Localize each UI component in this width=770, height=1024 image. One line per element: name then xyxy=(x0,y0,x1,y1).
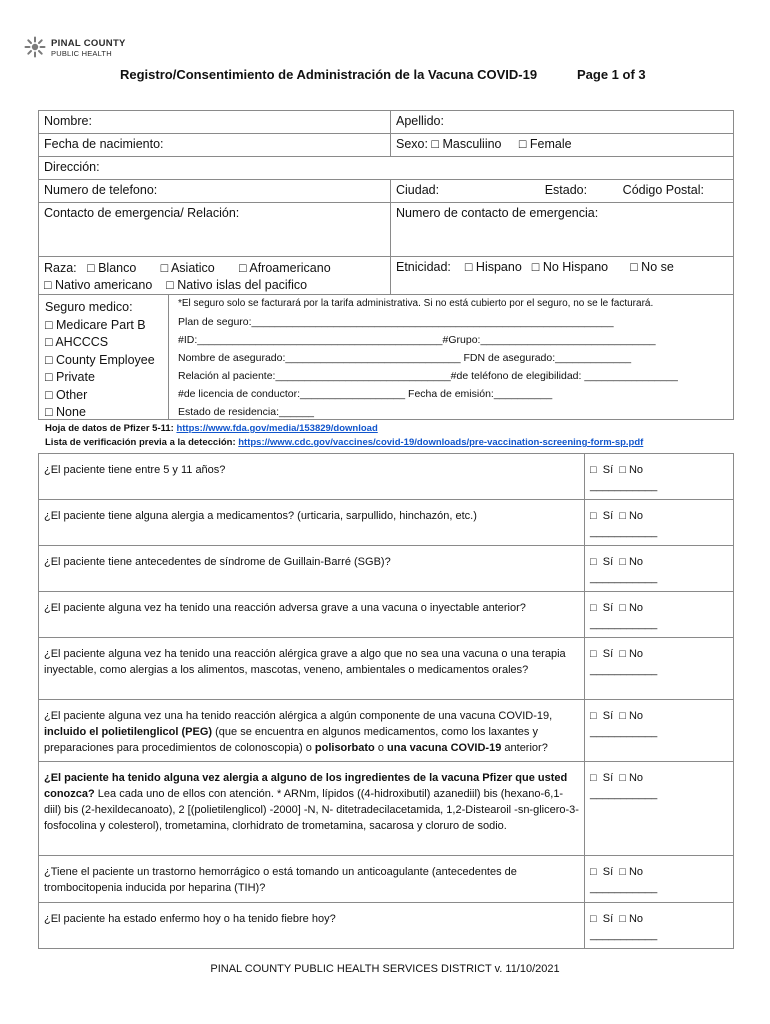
fecha-nacimiento-field[interactable] xyxy=(39,134,391,157)
si-no-checkbox[interactable]: □ Sí □ No xyxy=(590,648,644,660)
question-text: ¿El paciente tiene entre 5 y 11 años? xyxy=(39,454,585,500)
insurance-option-other[interactable]: □ Other xyxy=(45,387,88,402)
codigo-postal-label: Código Postal: xyxy=(622,183,704,197)
raza-field[interactable] xyxy=(39,257,391,295)
contacto-emergencia-field[interactable] xyxy=(39,203,391,257)
ciudad-estado-cp-field[interactable] xyxy=(391,180,734,203)
answer-cell[interactable] xyxy=(585,903,734,949)
si-no-checkbox[interactable]: □ Sí □ No xyxy=(590,464,644,476)
answer-blank: ___________ xyxy=(590,726,658,738)
fecha-nacimiento-label: Fecha de nacimiento: xyxy=(44,137,164,151)
answer-cell[interactable] xyxy=(585,762,734,856)
page-footer: PINAL COUNTY PUBLIC HEALTH SERVICES DISTRICT v. 11/10/2021 xyxy=(210,963,560,975)
answer-blank: ___________ xyxy=(590,882,658,894)
direccion-field[interactable] xyxy=(39,157,734,180)
answer-blank: ___________ xyxy=(590,618,658,630)
question-text: ¿El paciente alguna vez ha tenido una reacción alérgica grave a algo que no sea una vacuna o una terapia inyectable, como alergias a los alimentos, mascotas, veneno, ambientales o medicamentos orales? xyxy=(39,638,585,700)
telefono-field[interactable] xyxy=(39,180,391,203)
sun-icon xyxy=(24,36,46,58)
logo-text-line2: PUBLIC HEALTH xyxy=(51,49,112,58)
plan-seguro-field[interactable]: Plan de seguro:______________________________________________________________ xyxy=(178,316,614,328)
apellido-field[interactable] xyxy=(391,111,734,134)
si-no-checkbox[interactable]: □ Sí □ No xyxy=(590,710,644,722)
answer-cell[interactable] xyxy=(585,700,734,762)
answer-blank: ___________ xyxy=(590,526,658,538)
estado-label: Estado: xyxy=(544,183,588,197)
checklist-link[interactable]: https://www.cdc.gov/vaccines/covid-19/downloads/pre-vaccination-screening-form-sp.pdf xyxy=(238,437,644,448)
apellido-label: Apellido: xyxy=(396,114,444,128)
insurance-section xyxy=(39,295,734,420)
insurance-option-none[interactable]: □ None xyxy=(45,405,86,419)
pfizer-label: Hoja de datos de Pfizer 5-11: xyxy=(45,423,177,434)
question-part: Lea cada uno de ellos con atención. * ARNm, lípidos ((4-hidroxibutil) azanediil) bis (hexano-6,1-diil) bis (2-hexildecanoato), 2 [(polietilenglicol) -2000] -N, N- ditetradecilacetamida, 1,2-Distearoil -sn-glicero-3-fosfocolina y colesterol), trometamina, clorhidrato de trometamina, sacarosa y cloruro de sodio. xyxy=(44,788,579,832)
id-grupo-field[interactable]: #ID:__________________________________________#Grupo:______________________________ xyxy=(178,334,656,346)
etnicidad-hispano-checkbox[interactable]: □ Hispano xyxy=(464,260,522,274)
si-no-checkbox[interactable]: □ Sí □ No xyxy=(590,510,644,522)
answer-cell[interactable] xyxy=(585,592,734,638)
answer-cell[interactable] xyxy=(585,638,734,700)
question-bold-part: una vacuna COVID-19 xyxy=(387,742,502,754)
question-text: ¿Tiene el paciente un trastorno hemorrágico o está tomando un anticoagulante (antecedentes de trombocitopenia inducida por heparina (TIH)? xyxy=(39,856,585,903)
numero-contacto-label: Numero de contacto de emergencia: xyxy=(396,206,599,220)
question-text: ¿El paciente tiene antecedentes de síndrome de Guillain-Barré (SGB)? xyxy=(39,546,585,592)
insurance-note: *El seguro solo se facturará por la tarifa administrativa. Si no está cubierto por el seguro, no se le facturará. xyxy=(178,298,654,309)
raza-options-line2: □ Nativo americano □ Nativo islas del pacifico xyxy=(44,278,308,292)
answer-blank: ___________ xyxy=(590,788,658,800)
contacto-emergencia-label: Contacto de emergencia/ Relación: xyxy=(44,206,240,220)
answer-blank: ___________ xyxy=(590,572,658,584)
page-number: Page 1 of 3 xyxy=(577,67,646,82)
question-bold-part: polisorbato xyxy=(314,742,375,754)
nombre-label: Nombre: xyxy=(44,114,92,128)
estado-residencia-field[interactable]: Estado de residencia:______ xyxy=(178,406,315,418)
insurance-option-medicare[interactable]: □ Medicare Part B xyxy=(45,317,146,332)
answer-blank: ___________ xyxy=(590,480,658,492)
answer-cell[interactable] xyxy=(585,500,734,546)
question-part: o xyxy=(374,742,388,754)
answer-blank: ___________ xyxy=(590,664,658,676)
question-part: (que se encuentra en algunos medicamentos, como los laxantes y preparaciones para procedimientos de colonoscopia) o xyxy=(44,726,538,754)
page-title: Registro/Consentimiento de Administración de la Vacuna COVID-19 xyxy=(120,67,538,82)
insurance-option-private[interactable]: □ Private xyxy=(45,370,95,384)
question-part: anterior? xyxy=(501,742,548,754)
question-text: ¿El paciente tiene alguna alergia a medicamentos? (urticaria, sarpullido, hinchazón, etc.) xyxy=(39,500,585,546)
insurance-option-county-employee[interactable]: □ County Employee xyxy=(45,352,155,367)
si-no-checkbox[interactable]: □ Sí □ No xyxy=(590,602,644,614)
etnicidad-no-se-checkbox[interactable]: □ No se xyxy=(630,260,674,274)
direccion-label: Dirección: xyxy=(44,160,100,174)
seguro-medico-label: Seguro medico: xyxy=(45,300,133,314)
question-text xyxy=(39,762,585,856)
question-bold-part: incluido el polietilenglicol (PEG) xyxy=(44,726,213,738)
sexo-field[interactable] xyxy=(391,134,734,157)
raza-options-line1: Raza: □ Blanco □ Asiatico □ Afroamericano xyxy=(44,261,331,275)
etnicidad-label: Etnicidad: xyxy=(396,260,451,274)
ciudad-label: Ciudad: xyxy=(396,183,440,197)
screening-questions-table xyxy=(38,453,734,949)
sexo-label: Sexo: □ Masculiino □ Female xyxy=(396,137,572,151)
insurance-option-ahcccs[interactable]: □ AHCCCS xyxy=(45,335,109,349)
si-no-checkbox[interactable]: □ Sí □ No xyxy=(590,866,644,878)
patient-info-table xyxy=(38,110,734,420)
answer-cell[interactable] xyxy=(585,546,734,592)
answer-cell[interactable] xyxy=(585,856,734,903)
si-no-checkbox[interactable]: □ Sí □ No xyxy=(590,772,644,784)
pfizer-link[interactable]: https://www.fda.gov/media/153829/download xyxy=(176,423,378,434)
question-text xyxy=(39,700,585,762)
pinal-county-logo xyxy=(24,36,134,64)
etnicidad-no-hispano-checkbox[interactable]: □ No Hispano xyxy=(531,260,609,274)
question-part: ¿El paciente alguna vez una ha tenido reacción alérgica a algún componente de una vacuna COVID-19, xyxy=(44,710,553,722)
answer-cell[interactable] xyxy=(585,454,734,500)
logo-text-line1: PINAL COUNTY xyxy=(51,38,126,49)
numero-contacto-field[interactable] xyxy=(391,203,734,257)
telefono-label: Numero de telefono: xyxy=(44,183,158,197)
question-text: ¿El paciente alguna vez ha tenido una reacción adversa grave a una vacuna o inyectable anterior? xyxy=(39,592,585,638)
question-text: ¿El paciente ha estado enfermo hoy o ha tenido fiebre hoy? xyxy=(39,903,585,949)
reference-links xyxy=(45,422,643,450)
nombre-field[interactable] xyxy=(39,111,391,134)
nombre-asegurado-field[interactable]: Nombre de asegurado:______________________________ FDN de asegurado:_____________ xyxy=(178,352,632,364)
si-no-checkbox[interactable]: □ Sí □ No xyxy=(590,913,644,925)
relacion-paciente-field[interactable]: Relación al paciente:______________________________#de teléfono de elegibilidad: ________________ xyxy=(178,370,678,382)
question-bold-part: ¿El paciente ha tenido alguna vez alergia a alguno de los ingredientes de la vacuna Pfizer que usted conozca? xyxy=(44,772,568,800)
etnicidad-field[interactable] xyxy=(391,257,734,295)
answer-blank: ___________ xyxy=(590,929,658,941)
si-no-checkbox[interactable]: □ Sí □ No xyxy=(590,556,644,568)
checklist-label: Lista de verificación previa a la detección: xyxy=(45,437,239,448)
licencia-conductor-field[interactable]: #de licencia de conductor:__________________ Fecha de emisión:__________ xyxy=(178,388,553,400)
